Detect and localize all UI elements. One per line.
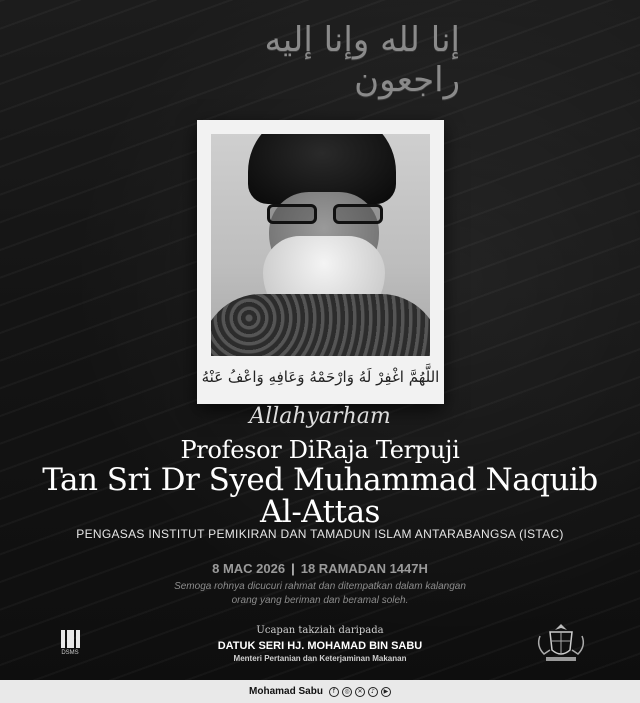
social-icons — [329, 687, 391, 697]
deceased-name-line2: Al-Attas — [260, 494, 380, 530]
coat-of-arms-icon — [534, 620, 588, 664]
founder-description: PENGASAS INSTITUT PEMIKIRAN DAN TAMADUN ISLAM ANTARABANGSA (ISTAC) — [76, 527, 564, 541]
instagram-icon[interactable]: ◎ — [342, 687, 352, 697]
portrait-glasses — [267, 204, 383, 226]
portrait-shirt — [211, 294, 430, 356]
gregorian-date: 8 MAC 2026 — [212, 561, 286, 576]
dsms-logo-label: DSMS — [61, 650, 79, 656]
hijri-date: 18 RAMADAN 1447H — [300, 561, 428, 576]
prayer-line-2: orang yang beriman dan beramal soleh. — [231, 595, 409, 606]
youtube-icon[interactable]: ▶ — [381, 687, 391, 697]
allahyarham-text: Allahyarham — [249, 404, 391, 429]
footer-name: Mohamad Sabu — [249, 686, 323, 697]
prayer-text — [140, 580, 500, 608]
arabic-calligraphy: إنا لله وإنا إليه راجعون — [264, 20, 460, 100]
x-icon[interactable]: ✕ — [355, 687, 365, 697]
date-line — [0, 561, 640, 576]
doa-text: اللَّهُمَّ اغْفِرْ لَهُ وَارْحَمْهُ وَعَافِهِ وَاعْفُ عَنْهُ — [201, 368, 440, 386]
sender-role: Menteri Pertanian dan Keterjaminan Makanan — [233, 654, 407, 663]
sender-name: DATUK SERI HJ. MOHAMAD BIN SABU — [217, 640, 423, 652]
photo-frame — [197, 120, 444, 404]
honorific-title: Profesor DiRaja Terpuji — [180, 436, 460, 464]
facebook-icon[interactable]: f — [329, 687, 339, 697]
date-separator: | — [291, 561, 295, 576]
tiktok-icon[interactable]: ♪ — [368, 687, 378, 697]
footer-bar — [0, 680, 640, 703]
portrait-photo — [211, 134, 430, 356]
prayer-line-1: Semoga rohnya dicucuri rahmat dan ditempatkan dalam kalangan — [174, 581, 466, 592]
deceased-name-line1: Tan Sri Dr Syed Muhammad Naquib — [42, 462, 598, 498]
condolence-intro: Ucapan takziah daripada — [256, 625, 384, 636]
